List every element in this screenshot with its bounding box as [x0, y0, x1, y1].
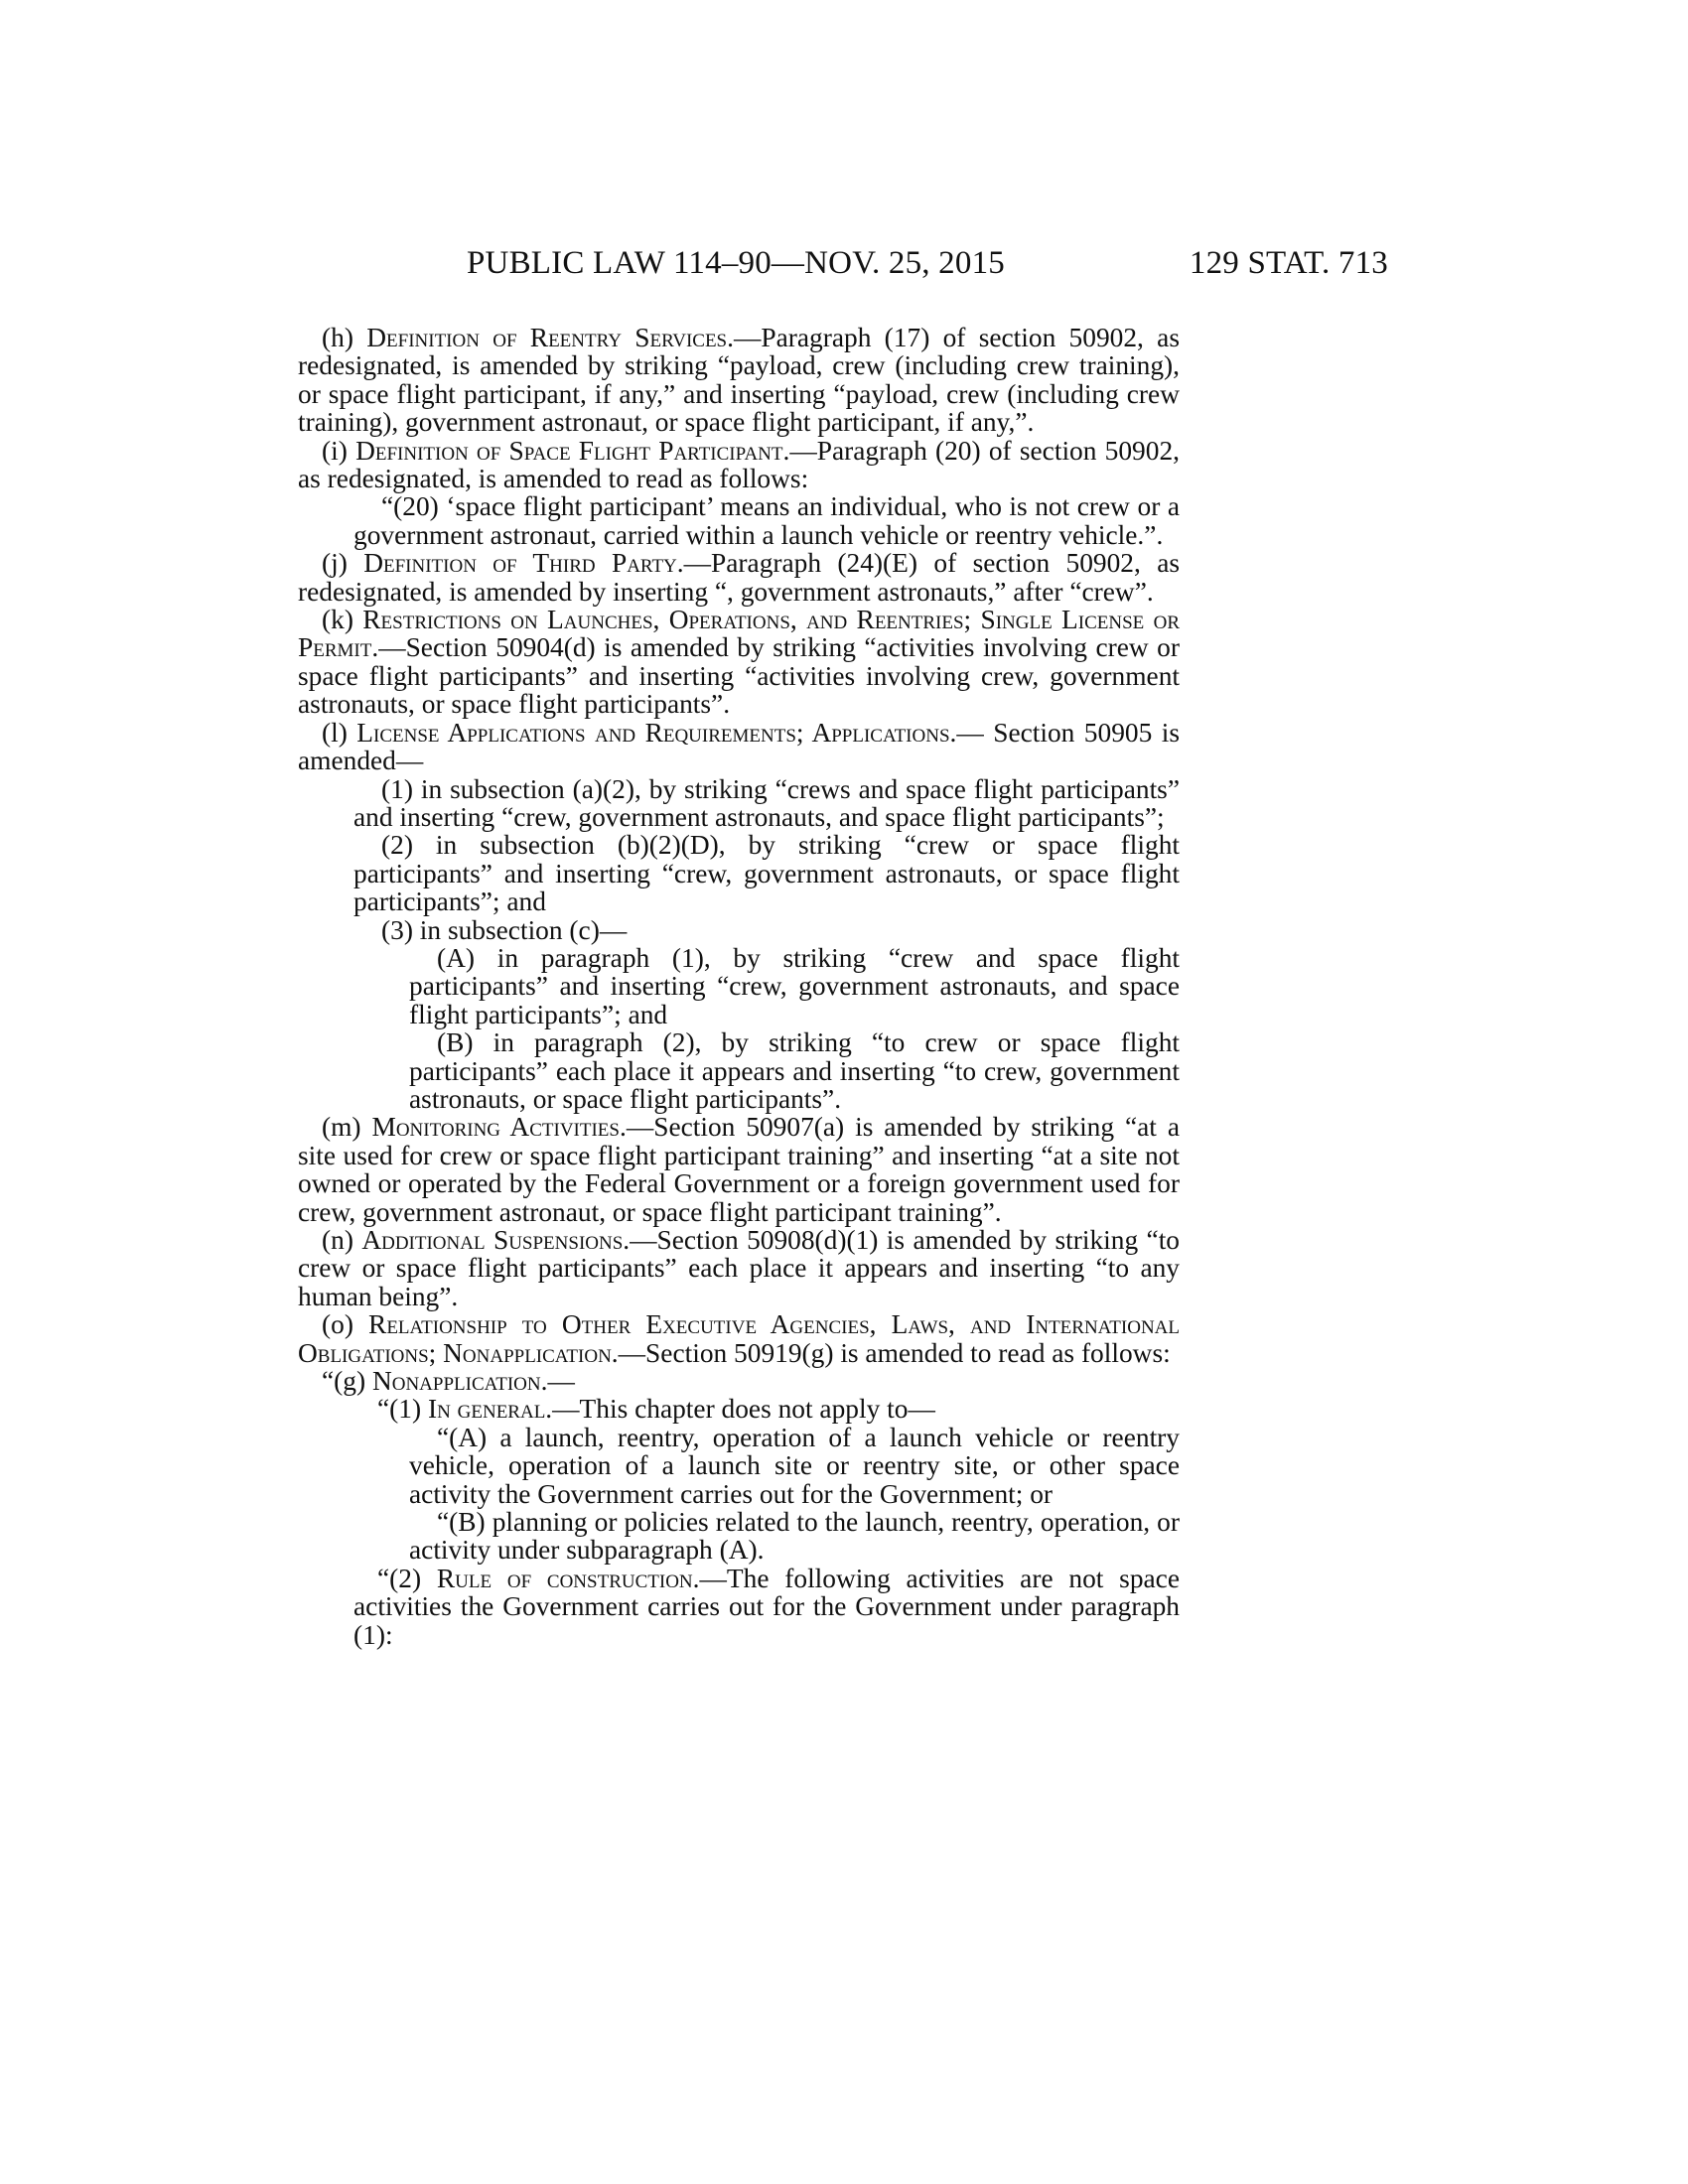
sub-list-item: (B) in paragraph (2), by striking “to crew or space flight participants” each place it appears and inserting “to crew, government astronauts, or space flight participants”.: [409, 1027, 1180, 1114]
list-item: (2) in subsection (b)(2)(D), by striking “crew or space flight participants” and inserting “crew, government astronauts, or space flight participants”; and: [353, 830, 1180, 917]
quoted-subparagraph-a: “(A) a launch, reentry, operation of a launch vehicle or reentry vehicle, operation of a launch site or reentry site, or other space activity the Government carries out for the Government; or: [409, 1422, 1180, 1509]
quoted-label: “(2): [377, 1563, 437, 1593]
subsection-text: — Section 50905 is amended—: [298, 717, 1180, 776]
subsection-l: [298, 719, 1180, 775]
quoted-text: —The following activities are not space activities the Government carries out for the Government under paragraph (1):: [353, 1563, 1180, 1650]
list-item: (1) in subsection (a)(2), by striking “crews and space flight participants” and inserting “crew, government astronauts, and space flight participants”;: [353, 773, 1180, 832]
subsection-text: —Section 50907(a) is amended by striking “at a site used for crew or space flight participant training” and inserting “at a site not owned or operated by the Federal Government or a foreign government used for crew, government astronaut, or space flight participant training”.: [298, 1112, 1180, 1227]
subsection-label: (i): [322, 435, 356, 466]
subsection-k: [298, 606, 1180, 719]
quoted-text: —This chapter does not apply to—: [552, 1394, 935, 1425]
quoted-label: “(1): [377, 1394, 428, 1425]
quoted-label: “(g): [322, 1366, 372, 1397]
page-stat-number: 129 STAT. 713: [1189, 245, 1388, 281]
subsection-text: —Section 50908(d)(1) is amended by striking “to crew or space flight participants” each place it appears and inserting “to any human being”.: [298, 1225, 1180, 1311]
subsection-heading: Restrictions on Launches, Operations, and Reentries; Single License or Permit.: [298, 605, 1180, 663]
subsection-j: [298, 549, 1180, 606]
quoted-subsection-g: [298, 1367, 1180, 1395]
subsection-text: —Section 50904(d) is amended by striking “activities involving crew or space flight participants” and inserting “activities involving crew, government astronauts, or space flight participants”.: [298, 632, 1180, 720]
subsection-i: [298, 437, 1180, 493]
quoted-heading: In general.: [427, 1394, 553, 1425]
quoted-heading: Rule of construction.: [436, 1563, 700, 1593]
subsection-heading: Definition of Third Party.: [363, 548, 684, 579]
running-head-title: PUBLIC LAW 114–90—NOV. 25, 2015: [467, 245, 1005, 281]
subsection-o: [298, 1310, 1180, 1367]
quoted-paragraph-2: [298, 1565, 1180, 1649]
subsection-heading: Additional Suspensions.: [361, 1225, 631, 1255]
subsection-heading: License Applications and Requirements; Applications.: [356, 717, 957, 748]
quoted-paragraph: “(20) ‘space flight participant’ means an individual, who is not crew or a government astronaut, carried within a launch vehicle or reentry vehicle.”.: [353, 491, 1180, 550]
subsection-label: (h): [322, 323, 367, 352]
subsection-label: (n): [322, 1225, 362, 1255]
subsection-label: (l): [322, 717, 357, 748]
quoted-heading: Nonapplication.: [371, 1366, 548, 1397]
subsection-m: [298, 1113, 1180, 1226]
page-header: [298, 245, 1388, 293]
subsection-label: (m): [322, 1112, 372, 1143]
subsection-text: —Paragraph (24)(E) of section 50902, as redesignated, is amended by inserting “, government astronauts,” after “crew”.: [298, 548, 1181, 607]
document-body: [298, 324, 1180, 1649]
subsection-heading: Definition of Space Flight Participant.: [355, 435, 790, 466]
subsection-h: [298, 324, 1180, 437]
subsection-text: —Section 50919(g) is amended to read as follows:: [618, 1337, 1171, 1368]
quoted-paragraph-1: [298, 1395, 1180, 1423]
subsection-label: (o): [322, 1309, 369, 1340]
subsection-heading: Relationship to Other Executive Agencies, Laws, and International Obligations; Nonapplication.: [298, 1309, 1181, 1368]
quoted-dash: —: [547, 1366, 575, 1397]
subsection-heading: Definition of Reentry Services.: [366, 323, 734, 352]
subsection-text: —Paragraph (20) of section 50902, as redesignated, is amended to read as follows:: [298, 435, 1180, 494]
subsection-label: (k): [322, 605, 363, 635]
subsection-heading: Monitoring Activities.: [371, 1112, 627, 1143]
subsection-label: (j): [322, 548, 364, 579]
subsection-text: —Paragraph (17) of section 50902, as redesignated, is amended by striking “payload, crew (including crew training), or space flight participant, if any,” and inserting “payload, crew (including crew training), government astronaut, or space flight participant, if any,”.: [298, 323, 1180, 438]
sub-list-item: (A) in paragraph (1), by striking “crew and space flight participants” and inserting “crew, government astronauts, and space flight participants”; and: [409, 942, 1180, 1029]
subsection-n: [298, 1226, 1180, 1310]
quoted-subparagraph-b: “(B) planning or policies related to the launch, reentry, operation, or activity under subparagraph (A).: [409, 1507, 1180, 1566]
list-item: (3) in subsection (c)—: [381, 914, 628, 945]
